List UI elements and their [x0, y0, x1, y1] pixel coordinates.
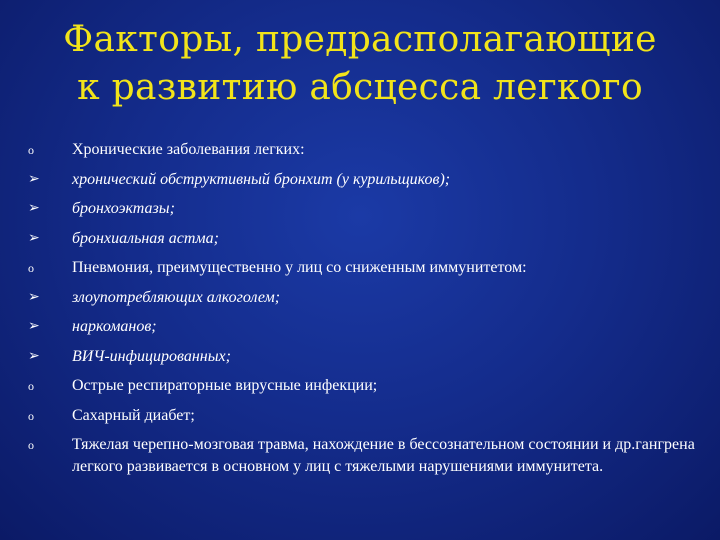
arrow-icon: ➢	[28, 348, 40, 364]
list-item	[28, 346, 708, 368]
title-line-2: к развитию абсцесса легкого	[77, 67, 643, 108]
list-item-text: бронхиальная астма;	[72, 229, 219, 247]
circle-icon: o	[28, 143, 34, 157]
list-item-text: Сахарный диабет;	[72, 406, 195, 424]
arrow-icon: ➢	[28, 319, 40, 334]
list-item	[28, 169, 708, 191]
list-item-text: наркоманов;	[72, 318, 157, 335]
list-item	[28, 434, 708, 477]
arrow-icon: ➢	[28, 289, 40, 305]
list-item-text: ВИЧ-инфицированных;	[72, 347, 231, 365]
list-item-text: хронический обструктивный бронхит (у курильщиков);	[72, 170, 451, 188]
list-item-text: Хронические заболевания легких:	[72, 141, 305, 158]
list-item-text: злоупотребляющих алкоголем;	[72, 288, 281, 306]
arrow-icon: ➢	[28, 230, 40, 246]
list-item	[28, 198, 708, 220]
arrow-icon: ➢	[28, 171, 40, 187]
list-item-text: Пневмония, преимущественно у лиц со сниженным иммунитетом:	[72, 259, 527, 276]
list-item-text: Тяжелая черепно-мозговая травма, нахождение в бессознательном состоянии и др.гангрена легкого развивается в основном у лиц с тяжелыми нарушениями иммунитета.	[72, 436, 695, 475]
circle-icon: o	[28, 438, 34, 452]
list-item	[28, 405, 708, 427]
list-item	[28, 228, 708, 250]
list-item-text: Острые респираторные вирусные инфекции;	[72, 377, 378, 394]
title-line-1: Факторы, предрасполагающие	[63, 19, 657, 60]
bullet-list	[28, 139, 708, 485]
circle-icon: o	[28, 408, 34, 423]
list-item	[28, 257, 708, 279]
list-item	[28, 139, 708, 161]
slide-title	[0, 16, 720, 112]
list-item-text: бронхоэктазы;	[72, 200, 175, 217]
arrow-icon: ➢	[28, 201, 40, 216]
circle-icon: o	[28, 379, 34, 393]
circle-icon: o	[28, 261, 34, 275]
list-item	[28, 287, 708, 309]
list-item	[28, 316, 708, 338]
list-item	[28, 375, 708, 397]
